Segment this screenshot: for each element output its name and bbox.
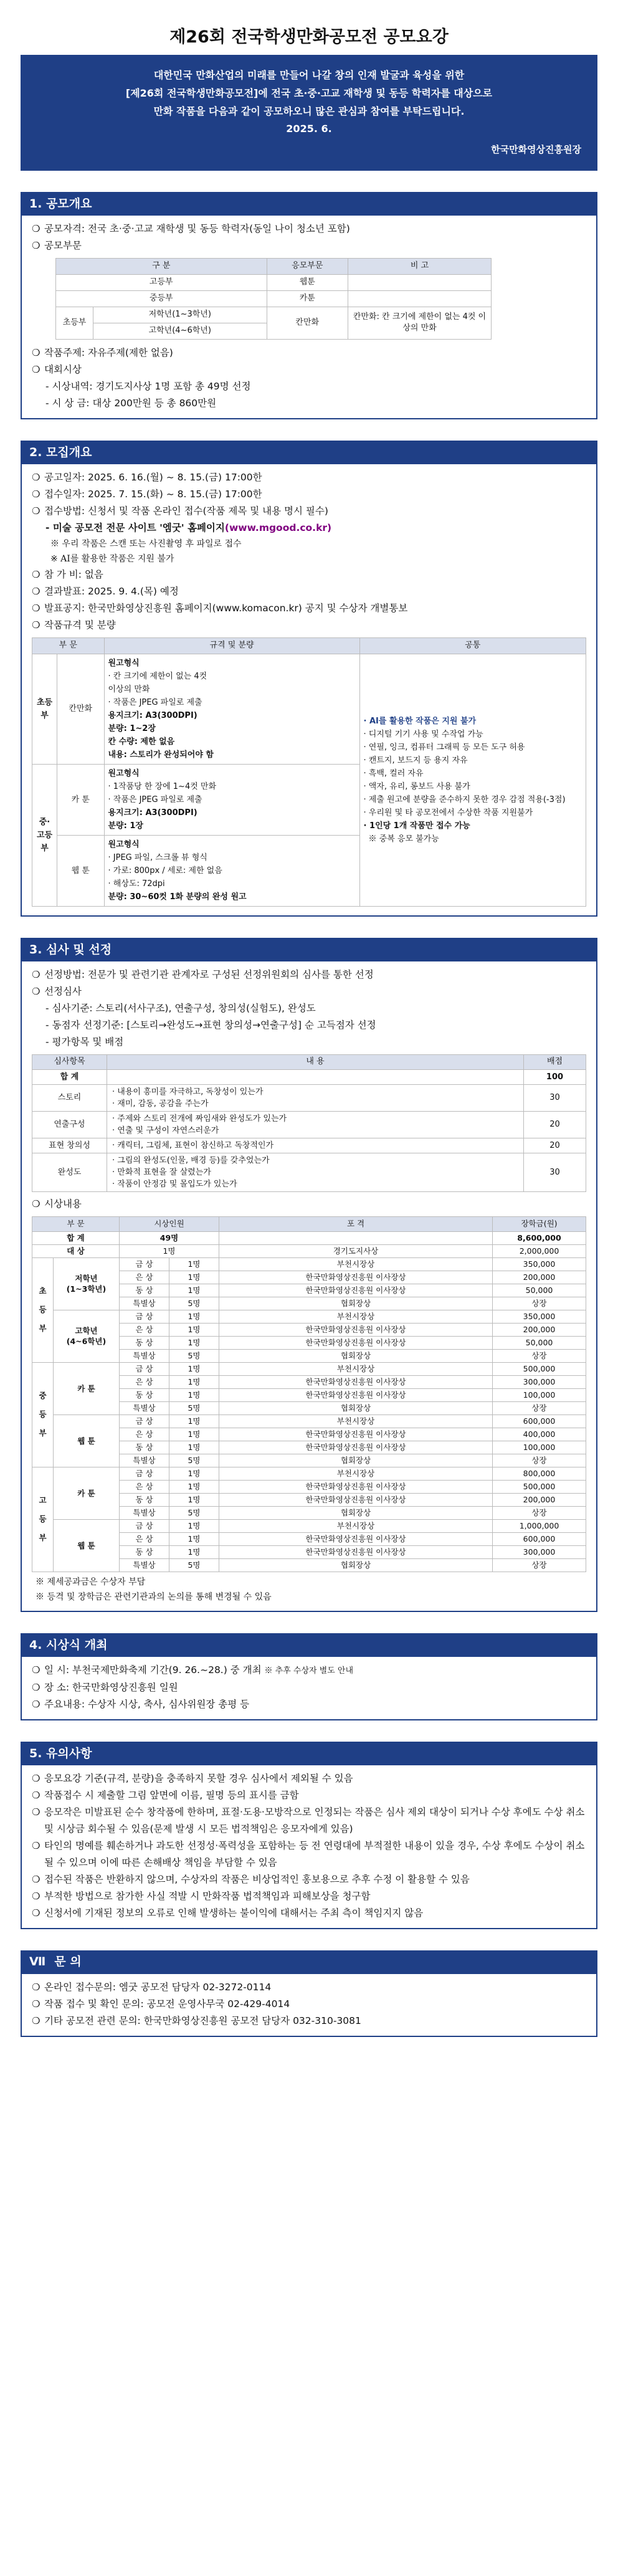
eval-table: 심사항목 내 용 배점 합 계 100 스토리 · 내용이 흥미를 자극하고, 독창성이 있는가 · 재미, 감동, 공감을 주는가 30 연출구성 · 주제와 스토리 전개에 짜임새와 완성도가 있는가 · 연출 및 구성이 자연스러운가 20 표현 창의성 · 캐릭터, 그림체, 표현이 참신하고 독창적인가 20 완성도 · 그림의 완성도(인물, 배경 등)를 갖추었는가 · 만화적 표현을 잘 살렸는가 · 작품이 안정감 및 몰입도가 있는가 30 bbox=[32, 1054, 586, 1192]
section-title: Ⅶ 문 의 bbox=[21, 1950, 597, 1974]
section-ceremony bbox=[21, 1633, 597, 1720]
table-row bbox=[32, 1153, 586, 1191]
award-amount: 200,000 bbox=[493, 1493, 586, 1506]
award-rank: 은 상 bbox=[120, 1323, 169, 1336]
spec-line: · JPEG 파일, 스크롤 뷰 형식 bbox=[108, 852, 207, 862]
table-row bbox=[32, 1084, 586, 1111]
common-cell bbox=[359, 654, 586, 906]
eval-desc bbox=[107, 1111, 524, 1138]
award-subdivision: 카 툰 bbox=[54, 1362, 120, 1414]
eval-score: 30 bbox=[524, 1084, 586, 1111]
eval-score: 20 bbox=[524, 1111, 586, 1138]
spec-line: · 1작품당 한 장에 1~4컷 만화 bbox=[108, 781, 217, 791]
notice-text: 응모요강 기준(규격, 분량)을 충족하지 못할 경우 심사에서 제외될 수 있음 bbox=[44, 1772, 353, 1784]
award-count: 1명 bbox=[169, 1375, 219, 1388]
section-recruitment bbox=[21, 441, 597, 917]
award-count: 1명 bbox=[169, 1532, 219, 1545]
award-count: 1명 bbox=[169, 1284, 219, 1297]
notice-text: 타인의 명예를 훼손하거나 과도한 선정성·폭력성을 포함하는 등 전 연령대에 부적절한 내용이 있을 경우, 수상 후에도 수상이 취소될 수 있으며 이에 따른 손해배상 책임을 부담할 수 있음 bbox=[44, 1839, 585, 1868]
bullet: ❍ bbox=[32, 1789, 40, 1801]
sub-item: - 동점자 선정기준: [스토리→완성도→표현 창의성→연출구성] 순 고득점자 선정 bbox=[45, 1019, 376, 1031]
award-amount: 350,000 bbox=[493, 1310, 586, 1323]
sub-item: - 시 상 금: 대상 200만원 등 총 860만원 bbox=[45, 397, 217, 409]
sub-item: - 평가항목 및 배점 bbox=[45, 1036, 124, 1047]
award-rank: 특별상 bbox=[120, 1454, 169, 1467]
awards-table: 부 문 시상인원 포 격 장학금(원) 합 계 49명 8,600,000 대 상 1명 경기도지사상 2,000,000 초 등 부 저학년 (1~3학년) 금 상 1명 부천시장상 350,000 은 상 1명 한국만화영상진흥원 이사장상 200,000 동 상 1명 한국만화영상진흥원 이사장상 50,000 특별상 5명 협회장상 상장 고학년 (4~6학년) 금 상 1명 부천시장상 350,000 은 상 1명 한국만화영상진흥원 이사장상 200,000 동 상 1명 한국만화영상진흥원 이사장상 50,000 특별상 5명 협회장상 상장 중 등 부 카 툰 금 상 1명 부천시장상 500,000 은 상 1명 한국만화영상진흥원 이사장상 300,000 동 상 1명 한국만화영상진흥원 이사장상 100,000 특별상 5명 협회장상 상장 웹 툰 금 상 1명 부천시장상 600,000 은 상 1명 한국만화영상진흥원 이사장상 400,000 동 상 1명 한국만화영상진흥원 이사장상 100,000 특별상 5명 협회장상 상장 고 등 부 카 툰 금 상 1명 부천시장상 800,000 은 상 1명 한국만화영상진흥원 이사장상 500,000 동 상 1명 한국만화영상진흥원 이사장상 200,000 특별상 5명 협회장상 상장 웹 툰 금 상 1명 부천시장상 1,000,000 은 상 1명 한국만화영상진흥원 이사장상 600,000 동 상 1명 한국만화영상진흥원 이사장상 300,000 특별상 5명 협회장상 상장 bbox=[32, 1216, 586, 1572]
contact-item: ❍ 작품 접수 및 확인 문의: 공모전 운영사무국 02-429-4014 bbox=[32, 1998, 290, 2010]
award-subdivision: 카 툰 bbox=[54, 1467, 120, 1519]
table-row bbox=[32, 1414, 586, 1428]
award-amount: 50,000 bbox=[493, 1284, 586, 1297]
eval-name: 완성도 bbox=[32, 1153, 107, 1191]
list-item: ❍ 접수방법: 신청서 및 작품 온라인 접수(작품 제목 및 내용 명시 필수) bbox=[32, 505, 328, 517]
award-count: 1명 bbox=[169, 1323, 219, 1336]
award-rank: 금 상 bbox=[120, 1467, 169, 1480]
award-title: 한국만화영상진흥원 이사장상 bbox=[219, 1323, 493, 1336]
list-item bbox=[32, 1787, 586, 1804]
award-count: 1명 bbox=[169, 1428, 219, 1441]
list-item bbox=[32, 1871, 586, 1888]
award-rank: 은 상 bbox=[120, 1532, 169, 1545]
award-title: 부천시장상 bbox=[219, 1362, 493, 1375]
award-division bbox=[32, 1257, 54, 1362]
award-rank: 동 상 bbox=[120, 1284, 169, 1297]
award-amount: 상장 bbox=[493, 1297, 586, 1310]
award-count: 1명 bbox=[169, 1362, 219, 1375]
bullet: ❍ bbox=[32, 1806, 40, 1818]
contact-item: ❍ 온라인 접수문의: 엠굿 공모전 담당자 02-3272-0114 bbox=[32, 1981, 272, 1993]
award-title: 협회장상 bbox=[219, 1349, 493, 1362]
list-item: ❍ 공모자격: 전국 초·중·고교 재학생 및 동등 학력자(동일 나이 청소년 포함) bbox=[32, 222, 350, 234]
award-count: 1명 bbox=[169, 1388, 219, 1401]
note: ※ AI를 활용한 작품은 지원 불가 bbox=[50, 553, 174, 564]
list-item bbox=[32, 1838, 586, 1871]
sub-item: - 시상내역: 경기도지사상 1명 포함 총 49명 선정 bbox=[45, 380, 251, 392]
notice-text: 작품접수 시 제출할 그림 앞면에 이름, 필명 등의 표시를 금함 bbox=[44, 1789, 299, 1801]
list-item: ❍ 장 소: 한국만화영상진흥원 일원 bbox=[32, 1681, 178, 1693]
award-title: 한국만화영상진흥원 이사장상 bbox=[219, 1388, 493, 1401]
award-amount: 300,000 bbox=[493, 1375, 586, 1388]
award-count: 5명 bbox=[169, 1454, 219, 1467]
section-title: 2. 모집개요 bbox=[21, 441, 597, 464]
common-line: · AI를 활용한 작품은 지원 불가 bbox=[363, 716, 477, 726]
award-amount: 상장 bbox=[493, 1506, 586, 1519]
spec-line: 분량: 1장 bbox=[108, 821, 143, 831]
division-char: 초 bbox=[39, 1286, 47, 1296]
spec-cell bbox=[104, 654, 359, 764]
award-amount: 1,000,000 bbox=[493, 1519, 586, 1532]
award-amount: 상장 bbox=[493, 1454, 586, 1467]
bullet: ❍ bbox=[32, 1890, 40, 1902]
common-line: · 제출 원고에 분량을 준수하지 못한 경우 감점 적용(-3점) bbox=[363, 794, 566, 804]
award-rank: 특별상 bbox=[120, 1506, 169, 1519]
award-count: 1명 bbox=[169, 1257, 219, 1271]
award-amount: 300,000 bbox=[493, 1545, 586, 1558]
division-char: 고 bbox=[39, 1496, 47, 1505]
award-count: 5명 bbox=[169, 1297, 219, 1310]
award-rank: 동 상 bbox=[120, 1336, 169, 1349]
award-rank: 동 상 bbox=[120, 1441, 169, 1454]
award-title: 한국만화영상진흥원 이사장상 bbox=[219, 1480, 493, 1493]
common-line: · 우리원 및 타 공모전에서 수상한 작품 지원불가 bbox=[363, 808, 533, 818]
division-char: 부 bbox=[39, 1533, 47, 1543]
bullet: ❍ bbox=[32, 1907, 40, 1919]
eval-desc-line: · 만화적 표현을 잘 살렸는가 bbox=[112, 1167, 211, 1177]
award-title: 한국만화영상진흥원 이사장상 bbox=[219, 1441, 493, 1454]
award-subdivision: 웹 툰 bbox=[54, 1519, 120, 1572]
table-row bbox=[32, 1111, 586, 1138]
list-item: ❍ 대회시상 bbox=[32, 363, 82, 375]
table-row bbox=[32, 1310, 586, 1323]
award-count: 1명 bbox=[169, 1480, 219, 1493]
category-table: 구 분 응모부문 비 고 고등부 웹툰 중등부 카툰 초등부 저학년(1~3학년) 칸만화 칸만화: 칸 크기에 제한이 없는 4컷 이상의 만화 고학년(4~6학년) bbox=[55, 258, 492, 340]
eval-desc-line: · 연출 및 구성이 자연스러운가 bbox=[112, 1125, 219, 1135]
award-subdivision bbox=[54, 1310, 120, 1362]
common-line: · 1인당 1개 작품만 접수 가능 bbox=[363, 821, 470, 831]
spec-line: 칸 수량: 제한 없음 bbox=[108, 737, 175, 747]
award-count: 5명 bbox=[169, 1401, 219, 1414]
sub-item: - 심사기준: 스토리(서사구조), 연출구성, 창의성(실험도), 완성도 bbox=[45, 1002, 316, 1014]
list-item: ❍ 선정방법: 전문가 및 관련기관 관계자로 구성된 선정위원회의 심사를 통한 선정 bbox=[32, 968, 374, 980]
award-count: 1명 bbox=[169, 1310, 219, 1323]
list-item: ❍ 발표공지: 한국만화영상진흥원 홈페이지(www.komacon.kr) 공지 및 수상자 개별통보 bbox=[32, 602, 408, 614]
division-char: 등 bbox=[39, 1305, 47, 1315]
notice-text: 접수된 작품은 반환하지 않으며, 수상자의 작품은 비상업적인 홍보용으로 추후 수정 이 활용할 수 있음 bbox=[44, 1873, 470, 1885]
section-notices bbox=[21, 1742, 597, 1929]
division-char: 부 bbox=[39, 1324, 47, 1333]
award-amount: 200,000 bbox=[493, 1323, 586, 1336]
intro-box bbox=[21, 55, 597, 171]
intro-text: 대한민국 만화산업의 미래를 만들어 나갈 창의 인재 발굴과 육성을 위한 [제26회 전국학생만화공모전]에 전국 초·중·고교 재학생 및 동등 학력자를 대상으로 만화 작품을 다음과 같이 공모하오니 많은 관심과 참여를 부탁드립니다. bbox=[125, 69, 493, 117]
spec-line: · 작품은 JPEG 파일로 제출 bbox=[108, 794, 202, 804]
award-amount: 200,000 bbox=[493, 1271, 586, 1284]
spec-line: · 해상도: 72dpi bbox=[108, 879, 165, 889]
award-count: 1명 bbox=[169, 1271, 219, 1284]
award-rank: 동 상 bbox=[120, 1545, 169, 1558]
award-rank: 은 상 bbox=[120, 1428, 169, 1441]
award-count: 5명 bbox=[169, 1506, 219, 1519]
eval-desc bbox=[107, 1153, 524, 1191]
award-amount: 600,000 bbox=[493, 1414, 586, 1428]
award-title: 협회장상 bbox=[219, 1401, 493, 1414]
spec-line: 이상의 만화 bbox=[108, 684, 150, 694]
award-title: 부천시장상 bbox=[219, 1414, 493, 1428]
eval-desc-line: · 작품이 안정감 및 몰입도가 있는가 bbox=[112, 1179, 237, 1189]
section-overview bbox=[21, 192, 597, 419]
award-rank: 특별상 bbox=[120, 1349, 169, 1362]
list-item: ❍ 결과발표: 2025. 9. 4.(목) 예정 bbox=[32, 585, 179, 597]
notice-text: 부적한 방법으로 참가한 사실 적발 시 만화작품 법적책임과 피해보상을 청구함 bbox=[44, 1890, 371, 1902]
spec-line: 원고형식 bbox=[108, 768, 140, 778]
table-row bbox=[32, 1467, 586, 1480]
list-item: ❍ 선정심사 bbox=[32, 985, 82, 997]
spec-line: · 가로: 800px / 세로: 제한 없음 bbox=[108, 866, 222, 875]
eval-score: 20 bbox=[524, 1138, 586, 1153]
section-title: 5. 유의사항 bbox=[21, 1742, 597, 1765]
award-amount: 800,000 bbox=[493, 1467, 586, 1480]
spec-line: 원고형식 bbox=[108, 658, 140, 668]
common-line: ※ 중복 응모 불가능 bbox=[368, 834, 439, 844]
award-title: 한국만화영상진흥원 이사장상 bbox=[219, 1532, 493, 1545]
award-amount: 400,000 bbox=[493, 1428, 586, 1441]
common-line: · 디지털 기기 사용 및 수작업 가능 bbox=[363, 729, 483, 739]
spec-line: 분량: 1~2장 bbox=[108, 723, 156, 733]
award-count: 1명 bbox=[169, 1441, 219, 1454]
division-char: 부 bbox=[39, 1428, 47, 1438]
award-amount: 100,000 bbox=[493, 1441, 586, 1454]
list-item: ❍ 시상내용 bbox=[32, 1198, 82, 1209]
eval-desc bbox=[107, 1084, 524, 1111]
award-count: 5명 bbox=[169, 1558, 219, 1572]
award-title: 한국만화영상진흥원 이사장상 bbox=[219, 1545, 493, 1558]
award-title: 한국만화영상진흥원 이사장상 bbox=[219, 1428, 493, 1441]
award-amount: 50,000 bbox=[493, 1336, 586, 1349]
award-count: 1명 bbox=[169, 1493, 219, 1506]
eval-desc-line: · 캐릭터, 그림체, 표현이 참신하고 독창적인가 bbox=[112, 1140, 274, 1150]
note: ※ 제세공과금은 수상자 부담 bbox=[36, 1577, 146, 1587]
award-count: 1명 bbox=[169, 1519, 219, 1532]
list-item: ❍ 참 가 비: 없음 bbox=[32, 568, 103, 580]
spec-table: 부 문 규격 및 분량 공통 초등부 칸만화 원고형식 · 칸 크기에 제한이 없는 4컷 이상의 만화 · 작품은 JPEG 파일로 제출 용지크기: A3(300DPI) 분량: 1~2장 칸 수량: 제한 없음 내용: 스토리가 완성되어야 함 · AI를 활용한 작품은 지원 불가 · 디지털 기기 사용 및 수작업 가능 · 연필, 잉크, 컴퓨터 그래픽 등 모든 도구 허용 · 캔트지, 보드지 등 용지 자유 · 흑백, 컬러 자유 · 액자, 유리, 롱보드 사용 불가 · 제출 원고에 분량을 준수하지 못한 경우 감점 적용(-3점) · 우리원 및 타 공모전에서 수상한 작품 지원불가 · 1인당 1개 작품만 접수 가능 ※ 중복 응모 불가능 중·고등부 카 툰 원고형식 · 1작품당 한 장에 1~4컷 만화 · 작품은 JPEG 파일로 제출 용지크기: A3(300DPI) 분량: 1장 웹 툰 원고형식 · JPEG 파일, 스크롤 뷰 형식 · 가로: 800px / 세로: 제한 없음 · 해상도: 72dpi 분량: 30~60컷 1화 분량의 완성 원고 bbox=[32, 637, 586, 907]
sub-name: 저학년 bbox=[75, 1274, 98, 1284]
award-title: 부천시장상 bbox=[219, 1257, 493, 1271]
award-title: 협회장상 bbox=[219, 1454, 493, 1467]
award-amount: 상장 bbox=[493, 1558, 586, 1572]
award-count: 1명 bbox=[169, 1545, 219, 1558]
eval-name: 스토리 bbox=[32, 1084, 107, 1111]
award-title: 부천시장상 bbox=[219, 1467, 493, 1480]
eval-desc-line: · 내용이 흥미를 자극하고, 독창성이 있는가 bbox=[112, 1087, 264, 1097]
award-amount: 500,000 bbox=[493, 1362, 586, 1375]
eval-desc-line: · 그림의 완성도(인물, 배경 등)를 갖추었는가 bbox=[112, 1155, 270, 1165]
spec-line: 원고형식 bbox=[108, 839, 140, 849]
eval-desc-line: · 재미, 감동, 공감을 주는가 bbox=[112, 1099, 209, 1109]
list-item bbox=[32, 1770, 586, 1787]
award-count: 1명 bbox=[169, 1336, 219, 1349]
award-title: 한국만화영상진흥원 이사장상 bbox=[219, 1284, 493, 1297]
bullet: ❍ bbox=[32, 1873, 40, 1885]
award-amount: 100,000 bbox=[493, 1388, 586, 1401]
list-item: ❍ 작품규격 및 분량 bbox=[32, 619, 116, 631]
spec-line: · 작품은 JPEG 파일로 제출 bbox=[108, 697, 202, 707]
intro-date: 2025. 6. bbox=[286, 123, 332, 135]
award-rank: 동 상 bbox=[120, 1388, 169, 1401]
page-title: 제26회 전국학생만화공모전 공모요강 bbox=[169, 27, 449, 47]
contact-item: ❍ 기타 공모전 관련 문의: 한국만화영상진흥원 공모전 담당자 032-310-3081 bbox=[32, 2015, 361, 2026]
table-row bbox=[32, 1257, 586, 1271]
common-line: · 캔트지, 보드지 등 용지 자유 bbox=[363, 755, 468, 765]
eval-desc bbox=[107, 1138, 524, 1153]
award-rank: 특별상 bbox=[120, 1558, 169, 1572]
section-title: 3. 심사 및 선정 bbox=[21, 938, 597, 961]
list-item: ❍ 작품주제: 자유주제(제한 없음) bbox=[32, 346, 173, 358]
award-division bbox=[32, 1467, 54, 1572]
award-rank: 특별상 bbox=[120, 1297, 169, 1310]
section-title: 4. 시상식 개최 bbox=[21, 1633, 597, 1657]
award-amount: 상장 bbox=[493, 1349, 586, 1362]
spec-line: 내용: 스토리가 완성되어야 함 bbox=[108, 750, 214, 760]
award-rank: 금 상 bbox=[120, 1257, 169, 1271]
bullet: ❍ bbox=[32, 1772, 40, 1784]
award-count: 1명 bbox=[169, 1414, 219, 1428]
common-line: · 연필, 잉크, 컴퓨터 그래픽 등 모든 도구 허용 bbox=[363, 742, 525, 752]
award-title: 부천시장상 bbox=[219, 1519, 493, 1532]
award-title: 협회장상 bbox=[219, 1297, 493, 1310]
spec-cell bbox=[104, 764, 359, 835]
sub-range: (1~3학년) bbox=[66, 1284, 107, 1294]
spec-line: · 칸 크기에 제한이 없는 4컷 bbox=[108, 671, 207, 681]
award-title: 협회장상 bbox=[219, 1558, 493, 1572]
table-row bbox=[32, 1362, 586, 1375]
award-rank: 은 상 bbox=[120, 1375, 169, 1388]
award-title: 부천시장상 bbox=[219, 1310, 493, 1323]
spec-line: 용지크기: A3(300DPI) bbox=[108, 710, 197, 720]
award-title: 한국만화영상진흥원 이사장상 bbox=[219, 1493, 493, 1506]
table-row bbox=[32, 1519, 586, 1532]
intro-org: 한국만화영상진흥원장 bbox=[491, 144, 581, 156]
list-item: ❍ 공고일자: 2025. 6. 16.(월) ~ 8. 15.(금) 17:00한 bbox=[32, 471, 262, 483]
division-char: 등 bbox=[39, 1410, 47, 1419]
award-division bbox=[32, 1362, 54, 1467]
award-amount: 500,000 bbox=[493, 1480, 586, 1493]
table-row bbox=[32, 1138, 586, 1153]
award-title: 한국만화영상진흥원 이사장상 bbox=[219, 1336, 493, 1349]
award-amount: 350,000 bbox=[493, 1257, 586, 1271]
award-amount: 상장 bbox=[493, 1401, 586, 1414]
award-rank: 은 상 bbox=[120, 1480, 169, 1493]
award-title: 협회장상 bbox=[219, 1506, 493, 1519]
list-item: ❍ 일 시: 부천국제만화축제 기간(9. 26.~28.) 중 개최 ※ 추후 수상자 별도 안내 bbox=[32, 1664, 354, 1676]
site-link[interactable]: (www.mgood.co.kr) bbox=[224, 522, 332, 533]
spec-cell bbox=[104, 835, 359, 906]
spec-line: 용지크기: A3(300DPI) bbox=[108, 808, 197, 818]
eval-name: 표현 창의성 bbox=[32, 1138, 107, 1153]
eval-name: 연출구성 bbox=[32, 1111, 107, 1138]
list-item: ❍ 주요내용: 수상자 시상, 축사, 심사위원장 총평 등 bbox=[32, 1698, 250, 1710]
award-rank: 특별상 bbox=[120, 1401, 169, 1414]
section-title: 1. 공모개요 bbox=[21, 192, 597, 216]
list-item bbox=[32, 1888, 586, 1905]
notice-text: 신청서에 기재된 정보의 오류로 인해 발생하는 불이익에 대해서는 주최 측이 책임지지 않음 bbox=[44, 1907, 424, 1919]
award-rank: 금 상 bbox=[120, 1310, 169, 1323]
award-rank: 금 상 bbox=[120, 1414, 169, 1428]
award-count: 1명 bbox=[169, 1467, 219, 1480]
award-amount: 600,000 bbox=[493, 1532, 586, 1545]
common-line: · 액자, 유리, 롱보드 사용 불가 bbox=[363, 781, 470, 791]
list-item bbox=[32, 1804, 586, 1838]
award-rank: 금 상 bbox=[120, 1519, 169, 1532]
section-contact bbox=[21, 1950, 597, 2037]
award-rank: 은 상 bbox=[120, 1271, 169, 1284]
list-item: ❍ 접수일자: 2025. 7. 15.(화) ~ 8. 15.(금) 17:00한 bbox=[32, 488, 262, 500]
sub-range: (4~6학년) bbox=[66, 1337, 107, 1347]
notice-text: 응모작은 미발표된 순수 창작품에 한하며, 표절·도용·모방작으로 인정되는 작품은 심사 제외 대상이 되거나 수상 후에도 수상 취소 및 시상금 회수될 수 있음(문제 발생 시 모든 법적책임은 응모자에게 있음) bbox=[44, 1806, 585, 1834]
award-rank: 금 상 bbox=[120, 1362, 169, 1375]
award-subdivision: 웹 툰 bbox=[54, 1414, 120, 1467]
note: ※ 등격 및 장학금은 관련기관과의 논의를 통해 변경될 수 있음 bbox=[36, 1591, 272, 1602]
award-title: 한국만화영상진흥원 이사장상 bbox=[219, 1271, 493, 1284]
common-line: · 흑백, 컬러 자유 bbox=[363, 768, 424, 778]
list-item bbox=[32, 1905, 586, 1922]
division-char: 등 bbox=[39, 1514, 47, 1524]
eval-score: 30 bbox=[524, 1153, 586, 1191]
eval-desc-line: · 주제와 스토리 전개에 짜임새와 완성도가 있는가 bbox=[112, 1114, 287, 1123]
division-char: 중 bbox=[39, 1391, 47, 1401]
list-item: ❍ 공모부문 bbox=[32, 239, 82, 251]
site-line: - 미술 공모전 전문 사이트 '엠굿' 홈페이지(www.mgood.co.kr) bbox=[45, 522, 332, 533]
award-count: 5명 bbox=[169, 1349, 219, 1362]
award-subdivision bbox=[54, 1257, 120, 1310]
award-rank: 동 상 bbox=[120, 1493, 169, 1506]
note: ※ 우리 작품은 스캔 또는 사진촬영 후 파일로 접수 bbox=[50, 538, 242, 549]
sub-name: 고학년 bbox=[75, 1326, 98, 1336]
award-title: 한국만화영상진흥원 이사장상 bbox=[219, 1375, 493, 1388]
spec-line: 분량: 30~60컷 1화 분량의 완성 원고 bbox=[108, 892, 247, 902]
bullet: ❍ bbox=[32, 1839, 40, 1851]
section-judging bbox=[21, 938, 597, 1612]
